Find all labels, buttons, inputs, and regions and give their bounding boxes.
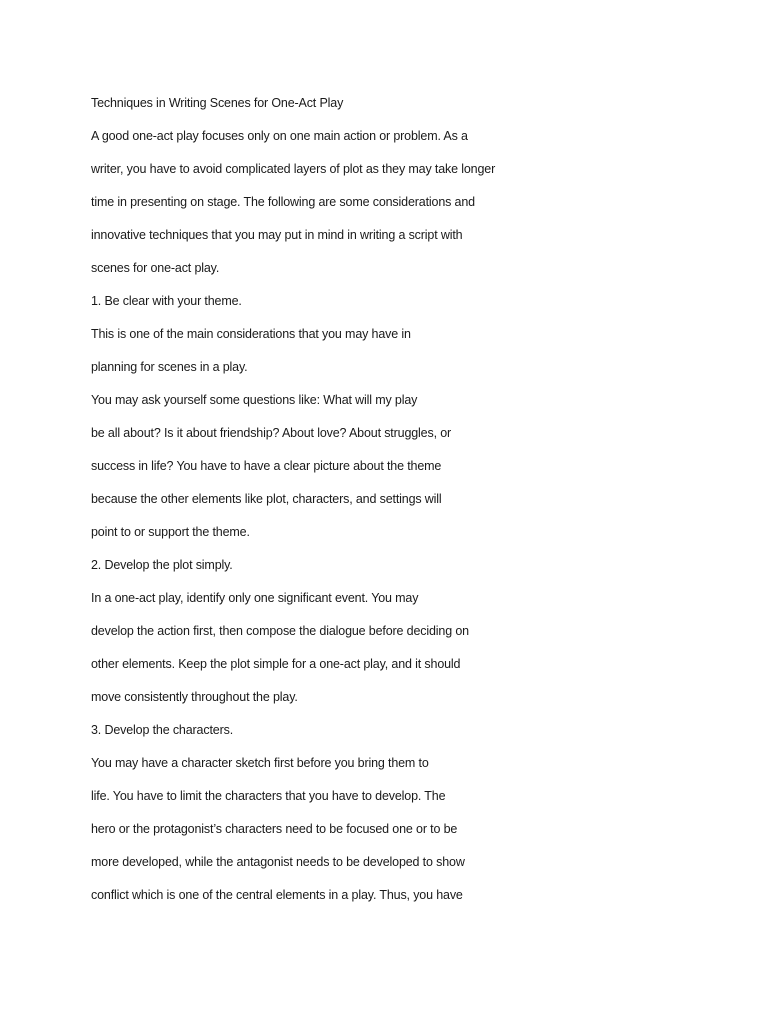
text-line: You may have a character sketch first before you bring them to bbox=[91, 756, 429, 770]
text-line: You may ask yourself some questions like: What will my play bbox=[91, 393, 418, 407]
text-line: more developed, while the antagonist needs to be developed to show bbox=[91, 855, 465, 869]
text-line: writer, you have to avoid complicated layers of plot as they may take longer bbox=[91, 162, 496, 176]
text-line: move consistently throughout the play. bbox=[91, 690, 298, 704]
text-line: other elements. Keep the plot simple for a one-act play, and it should bbox=[91, 657, 461, 671]
text-line: scenes for one-act play. bbox=[91, 261, 220, 275]
text-line: hero or the protagonist’s characters need to be focused one or to be bbox=[91, 822, 458, 836]
text-line: In a one-act play, identify only one significant event. You may bbox=[91, 591, 419, 605]
text-line: innovative techniques that you may put in mind in writing a script with bbox=[91, 228, 463, 242]
document-body bbox=[91, 92, 691, 917]
text-line: conflict which is one of the central elements in a play. Thus, you have bbox=[91, 888, 463, 902]
text-line: This is one of the main considerations that you may have in bbox=[91, 327, 411, 341]
text-line: life. You have to limit the characters that you have to develop. The bbox=[91, 789, 446, 803]
text-line: because the other elements like plot, characters, and settings will bbox=[91, 492, 442, 506]
text-line: develop the action first, then compose the dialogue before deciding on bbox=[91, 624, 469, 638]
text-line: planning for scenes in a play. bbox=[91, 360, 248, 374]
document-title: Techniques in Writing Scenes for One-Act Play bbox=[91, 96, 344, 110]
text-line: A good one-act play focuses only on one main action or problem. As a bbox=[91, 129, 468, 143]
section-heading: 3. Develop the characters. bbox=[91, 723, 234, 737]
text-line: success in life? You have to have a clear picture about the theme bbox=[91, 459, 442, 473]
section-heading: 2. Develop the plot simply. bbox=[91, 558, 233, 572]
text-line: point to or support the theme. bbox=[91, 525, 250, 539]
text-line: be all about? Is it about friendship? About love? About struggles, or bbox=[91, 426, 452, 440]
section-heading: 1. Be clear with your theme. bbox=[91, 294, 242, 308]
text-line: time in presenting on stage. The following are some considerations and bbox=[91, 195, 475, 209]
